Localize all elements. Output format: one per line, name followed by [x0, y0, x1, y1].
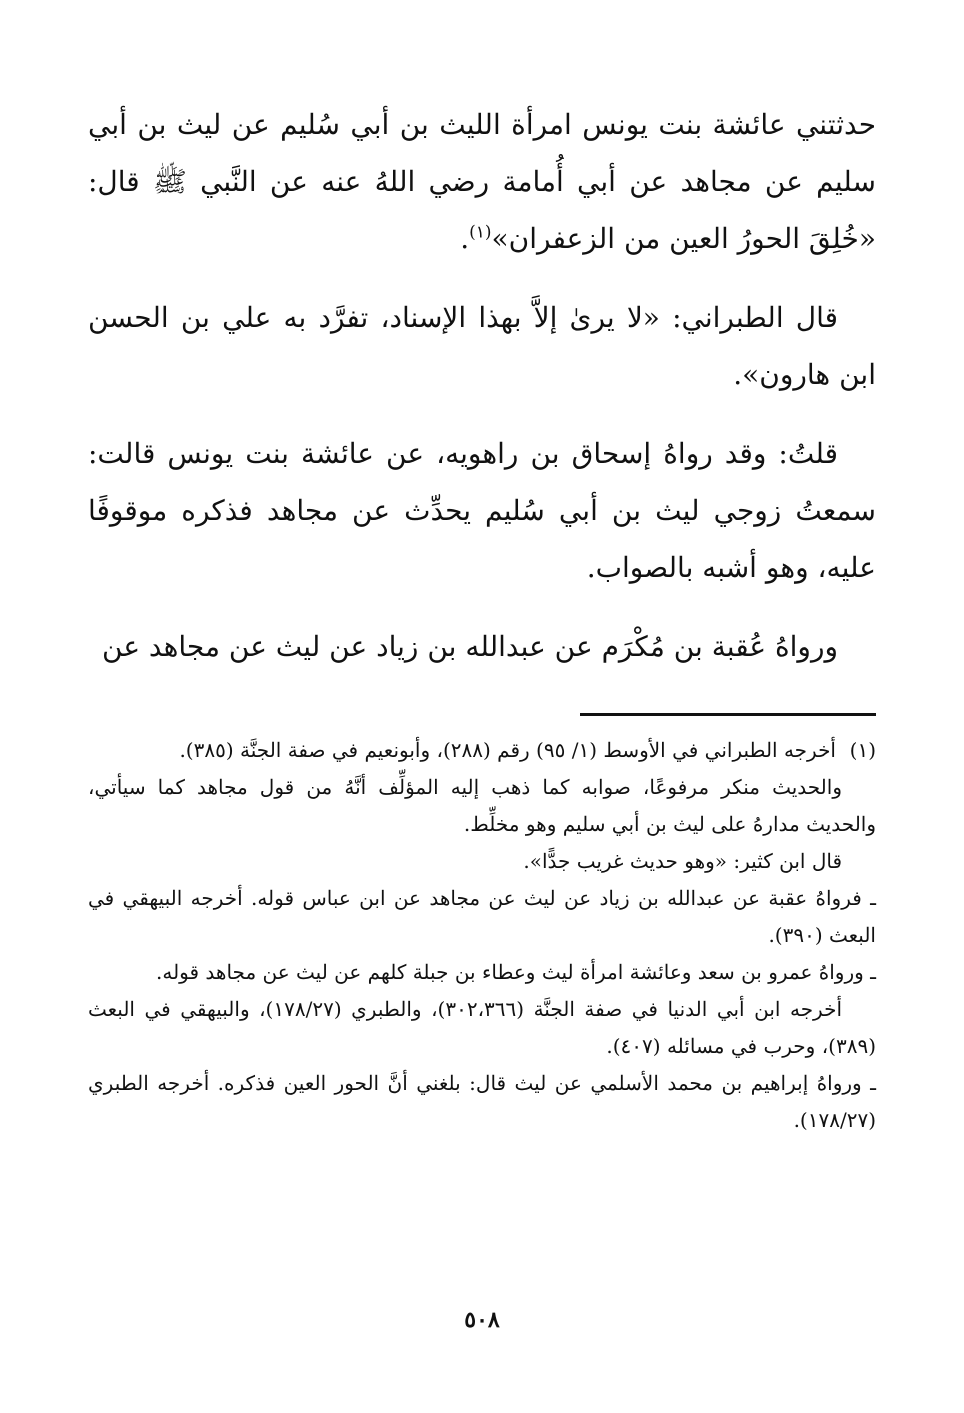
paragraph-hadith: حدثتني عائشة بنت يونس امرأة الليث بن أبي سُليم عن ليث بن أبي سليم عن مجاهد عن أبي أُمامة رضي اللهُ عنه عن النَّبي ﷺ قال: «خُلِقَ الحورُ العين من الزعفران»$^{(١)}$. [88, 108, 876, 255]
page-number: ٥٠٨ [464, 1307, 500, 1333]
paragraph-tabarani: قال الطبراني: «لا يرىٰ إلاَّ بهذا الإسناد، تفرَّد به علي بن الحسن ابن هارون». [88, 301, 876, 391]
footnote-line: قال ابن كثير: «وهو حديث غريب جدًّا». [523, 849, 842, 873]
footnote-line: والحديث منكر مرفوعًا، صوابه كما ذهب إليه المؤلِّف أنَّهُ من قول مجاهد كما سيأتي، والحديث مدارهُ على ليث بن أبي سليم وهو مخلِّط. [88, 775, 876, 836]
book-page [88, 96, 876, 1333]
footnote-reference[interactable]: (١) [469, 222, 492, 243]
paragraph-author-note: قلتُ: وقد رواهُ إسحاق بن راهويه، عن عائشة بنت يونس قالت: سمعتُ زوجي ليث بن أبي سُليم يحدِّث عن مجاهد فذكره موقوفًا عليه، وهو أشبه بالصواب. [88, 437, 876, 584]
footnote-line: ـ ورواهُ إبراهيم بن محمد الأسلمي عن ليث قال: بلغني أنَّ الحور العين فذكره. أخرجه الطبري (١٧٨/٢٧). [88, 1071, 876, 1132]
footnote-line: أخرجه ابن أبي الدنيا في صفة الجنَّة (٣٠٢،٣٦٦)، والطبري (١٧٨/٢٧)، والبيهقي في البعث (٣٨٩)، وحرب في مسائله (٤٠٧). [88, 997, 876, 1058]
footnotes [88, 732, 876, 1139]
main-text [88, 96, 876, 675]
footnote-line: ـ ورواهُ عمرو بن سعد وعائشة امرأة ليث وعطاء بن جبلة كلهم عن ليث عن مجاهد قوله. [155, 960, 876, 984]
footnote-number: (١) [849, 738, 876, 762]
footnote-1: (١)أخرجه الطبراني في الأوسط (١/ ٩٥) رقم (٢٨٨)، وأبونعيم في صفة الجنَّة (٣٨٥). [88, 732, 876, 769]
paragraph-uqba: ورواهُ عُقبة بن مُكْرَم عن عبدالله بن زياد عن ليث عن مجاهد عن [102, 630, 838, 663]
footnote-line: ـ فرواهُ عقبة عن عبدالله بن زياد عن ليث عن مجاهد عن ابن عباس قوله. أخرجه البيهقي في البعث (٣٩٠). [88, 886, 876, 947]
footnote-divider [580, 713, 876, 716]
